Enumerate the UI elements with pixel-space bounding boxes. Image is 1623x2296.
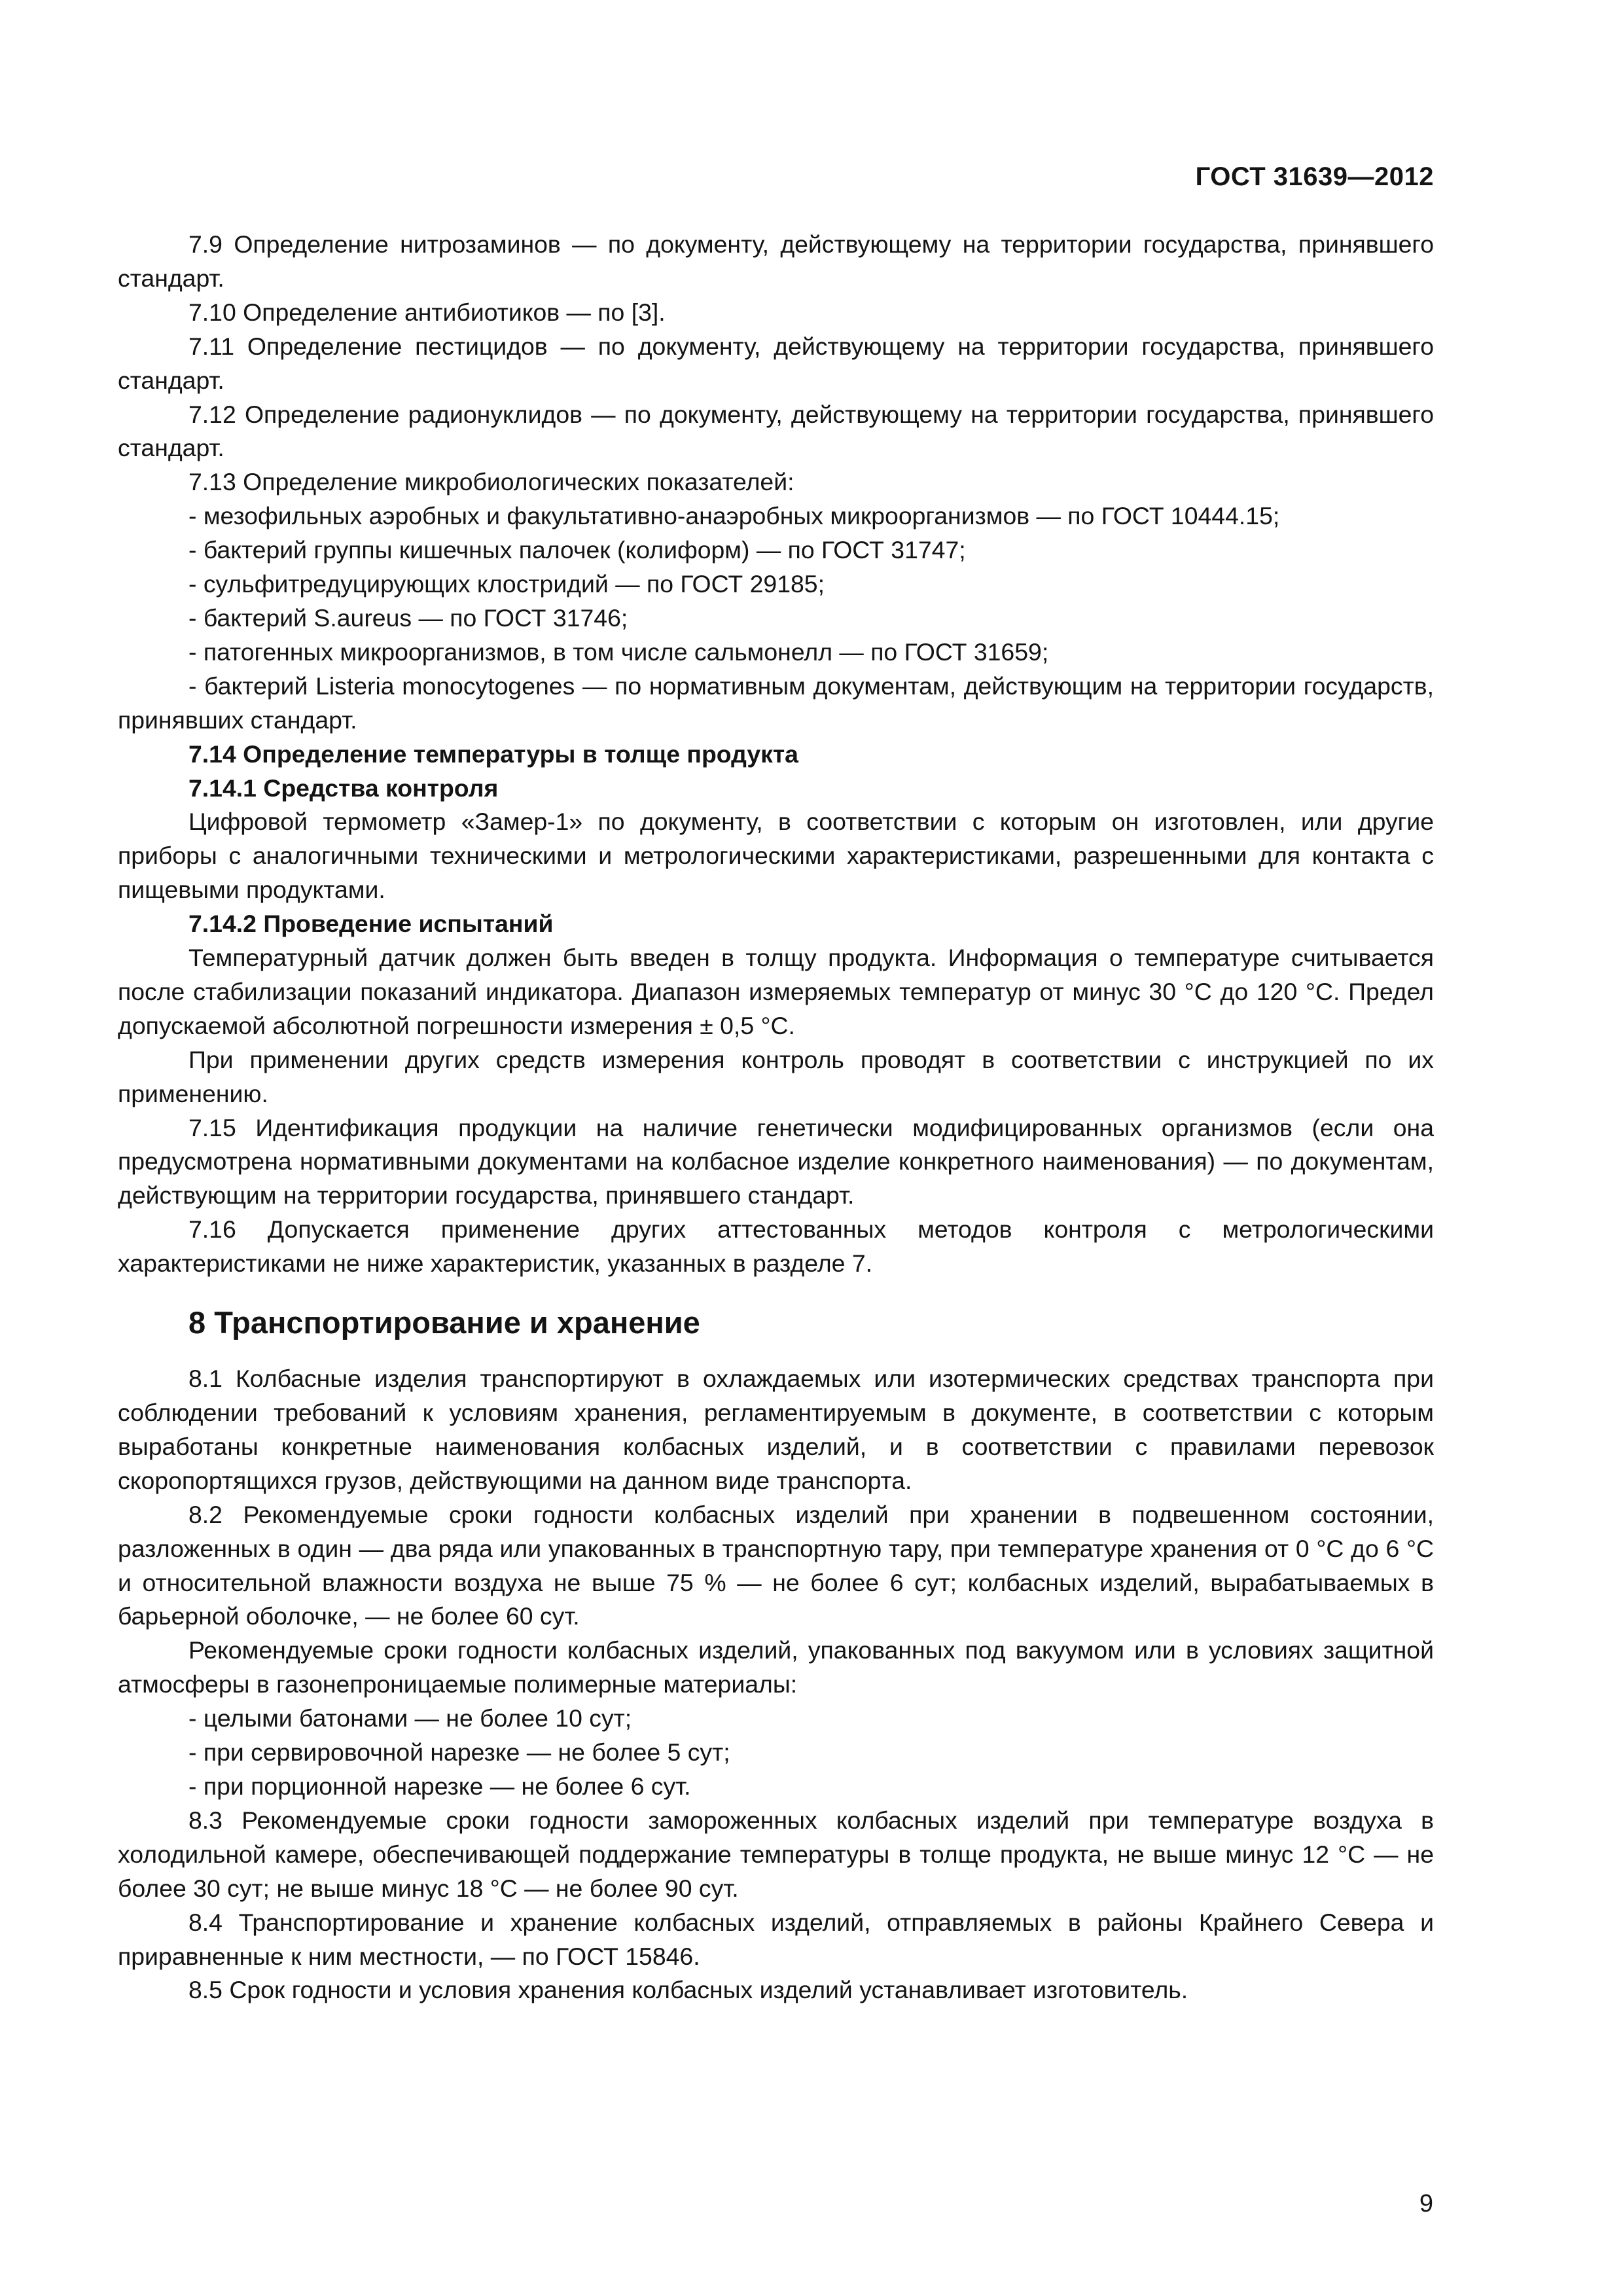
list-item: - целыми батонами — не более 10 сут; — [188, 1704, 632, 1732]
paragraph-7-13: 7.13 Определение микробиологических показателей: — [188, 468, 794, 496]
list-item: - бактерий S.aureus — по ГОСТ 31746; — [188, 603, 628, 632]
subheading-7-14: 7.14 Определение температуры в толще продукта — [188, 740, 798, 768]
paragraph-8-1: 8.1 Колбасные изделия транспортируют в охлаждаемых или изотермических средствах транспорта при соблюдении требований к условиям хранения, регламентируемым в документе, в соответствии с которым выработаны конкретные наименования колбасных изделий, и в соответствии с правилами перевозок скоропортящихся грузов, действующими на данном виде транспорта. — [118, 1365, 1434, 1494]
list-item: - бактерий группы кишечных палочек (колиформ) — по ГОСТ 31747; — [188, 536, 966, 564]
document-body — [118, 228, 1434, 2007]
page-number: 9 — [1419, 2190, 1433, 2217]
paragraph-7-16: 7.16 Допускается применение других аттестованных методов контроля с метрологическими характеристиками не ниже характеристик, указанных в разделе 7. — [118, 1215, 1434, 1278]
paragraph-7-14-2-note: При применении других средств измерения контроль проводят в соответствии с инструкцией по их применению. — [118, 1045, 1434, 1107]
paragraph-7-14-2-text: Температурный датчик должен быть введен в толщу продукта. Информация о температуре считывается после стабилизации показаний индикатора. Диапазон измеряемых температур от минус 30 °С до 120 °С. Предел допускаемой абсолютной погрешности измерения ± 0,5 °С. — [118, 944, 1434, 1039]
section-heading-8: 8 Транспортирование и хранение — [188, 1305, 700, 1340]
paragraph-7-12: 7.12 Определение радионуклидов — по документу, действующему на территории государства, принявшего стандарт. — [118, 400, 1434, 462]
paragraph-8-2-vacuum: Рекомендуемые сроки годности колбасных изделий, упакованных под вакуумом или в условиях защитной атмосферы в газонепроницаемые полимерные материалы: — [118, 1636, 1434, 1698]
paragraph-7-10: 7.10 Определение антибиотиков — по [3]. — [188, 298, 666, 326]
subheading-7-14-2: 7.14.2 Проведение испытаний — [188, 910, 554, 938]
paragraph-8-4: 8.4 Транспортирование и хранение колбасных изделий, отправляемых в районы Крайнего Севера и приравненные к ним местности, — по ГОСТ 15846. — [118, 1908, 1434, 1970]
list-item: - при сервировочной нарезке — не более 5 сут; — [188, 1738, 730, 1767]
document-header: ГОСТ 31639—2012 — [1195, 162, 1434, 191]
paragraph-7-15: 7.15 Идентификация продукции на наличие генетически модифицированных организмов (если она предусмотрена нормативными документами на колбасное изделие конкретного наименования) — по документам, действующим на территории государства, принявшего стандарт. — [118, 1113, 1434, 1210]
subheading-7-14-1: 7.14.1 Средства контроля — [188, 774, 499, 802]
list-item: - мезофильных аэробных и факультативно-анаэробных микроорганизмов — по ГОСТ 10444.15; — [188, 502, 1280, 530]
list-item: - патогенных микроорганизмов, в том числе сальмонелл — по ГОСТ 31659; — [188, 637, 1049, 666]
paragraph-8-5: 8.5 Срок годности и условия хранения колбасных изделий устанавливает изготовитель. — [188, 1976, 1188, 2004]
paragraph-7-11: 7.11 Определение пестицидов — по документу, действующему на территории государства, принявшего стандарт. — [118, 332, 1434, 394]
list-item: - сульфитредуцирующих клостридий — по ГОСТ 29185; — [188, 570, 825, 598]
paragraph-8-2: 8.2 Рекомендуемые сроки годности колбасных изделий при хранении в подвешенном состоянии, разложенных в один — два ряда или упакованных в транспортную тару, при температуре хранения от 0 °С до 6 °С и относительной влажности воздуха не выше 75 % — не более 6 сут; колбасных изделий, вырабатываемых в барьерной оболочке, — не более 60 сут. — [118, 1500, 1434, 1630]
list-item: - бактерий Listeria monocytogenes — по нормативным документам, действующим на территории государств, принявших стандарт. — [118, 672, 1434, 734]
paragraph-7-9: 7.9 Определение нитрозаминов — по документу, действующему на территории государства, принявшего стандарт. — [118, 230, 1434, 292]
paragraph-7-14-1-text: Цифровой термометр «Замер-1» по документу, в соответствии с которым он изготовлен, или другие приборы с аналогичными техническими и метрологическими характеристиками, разрешенными для контакта с пищевыми продуктами. — [118, 808, 1434, 904]
paragraph-8-3: 8.3 Рекомендуемые сроки годности замороженных колбасных изделий при температуре воздуха в холодильной камере, обеспечивающей поддержание температуры в толще продукта, не выше минус 12 °С — не более 30 сут; не выше минус 18 °С — не более 90 сут. — [118, 1806, 1434, 1902]
list-item: - при порционной нарезке — не более 6 сут. — [188, 1772, 691, 1800]
